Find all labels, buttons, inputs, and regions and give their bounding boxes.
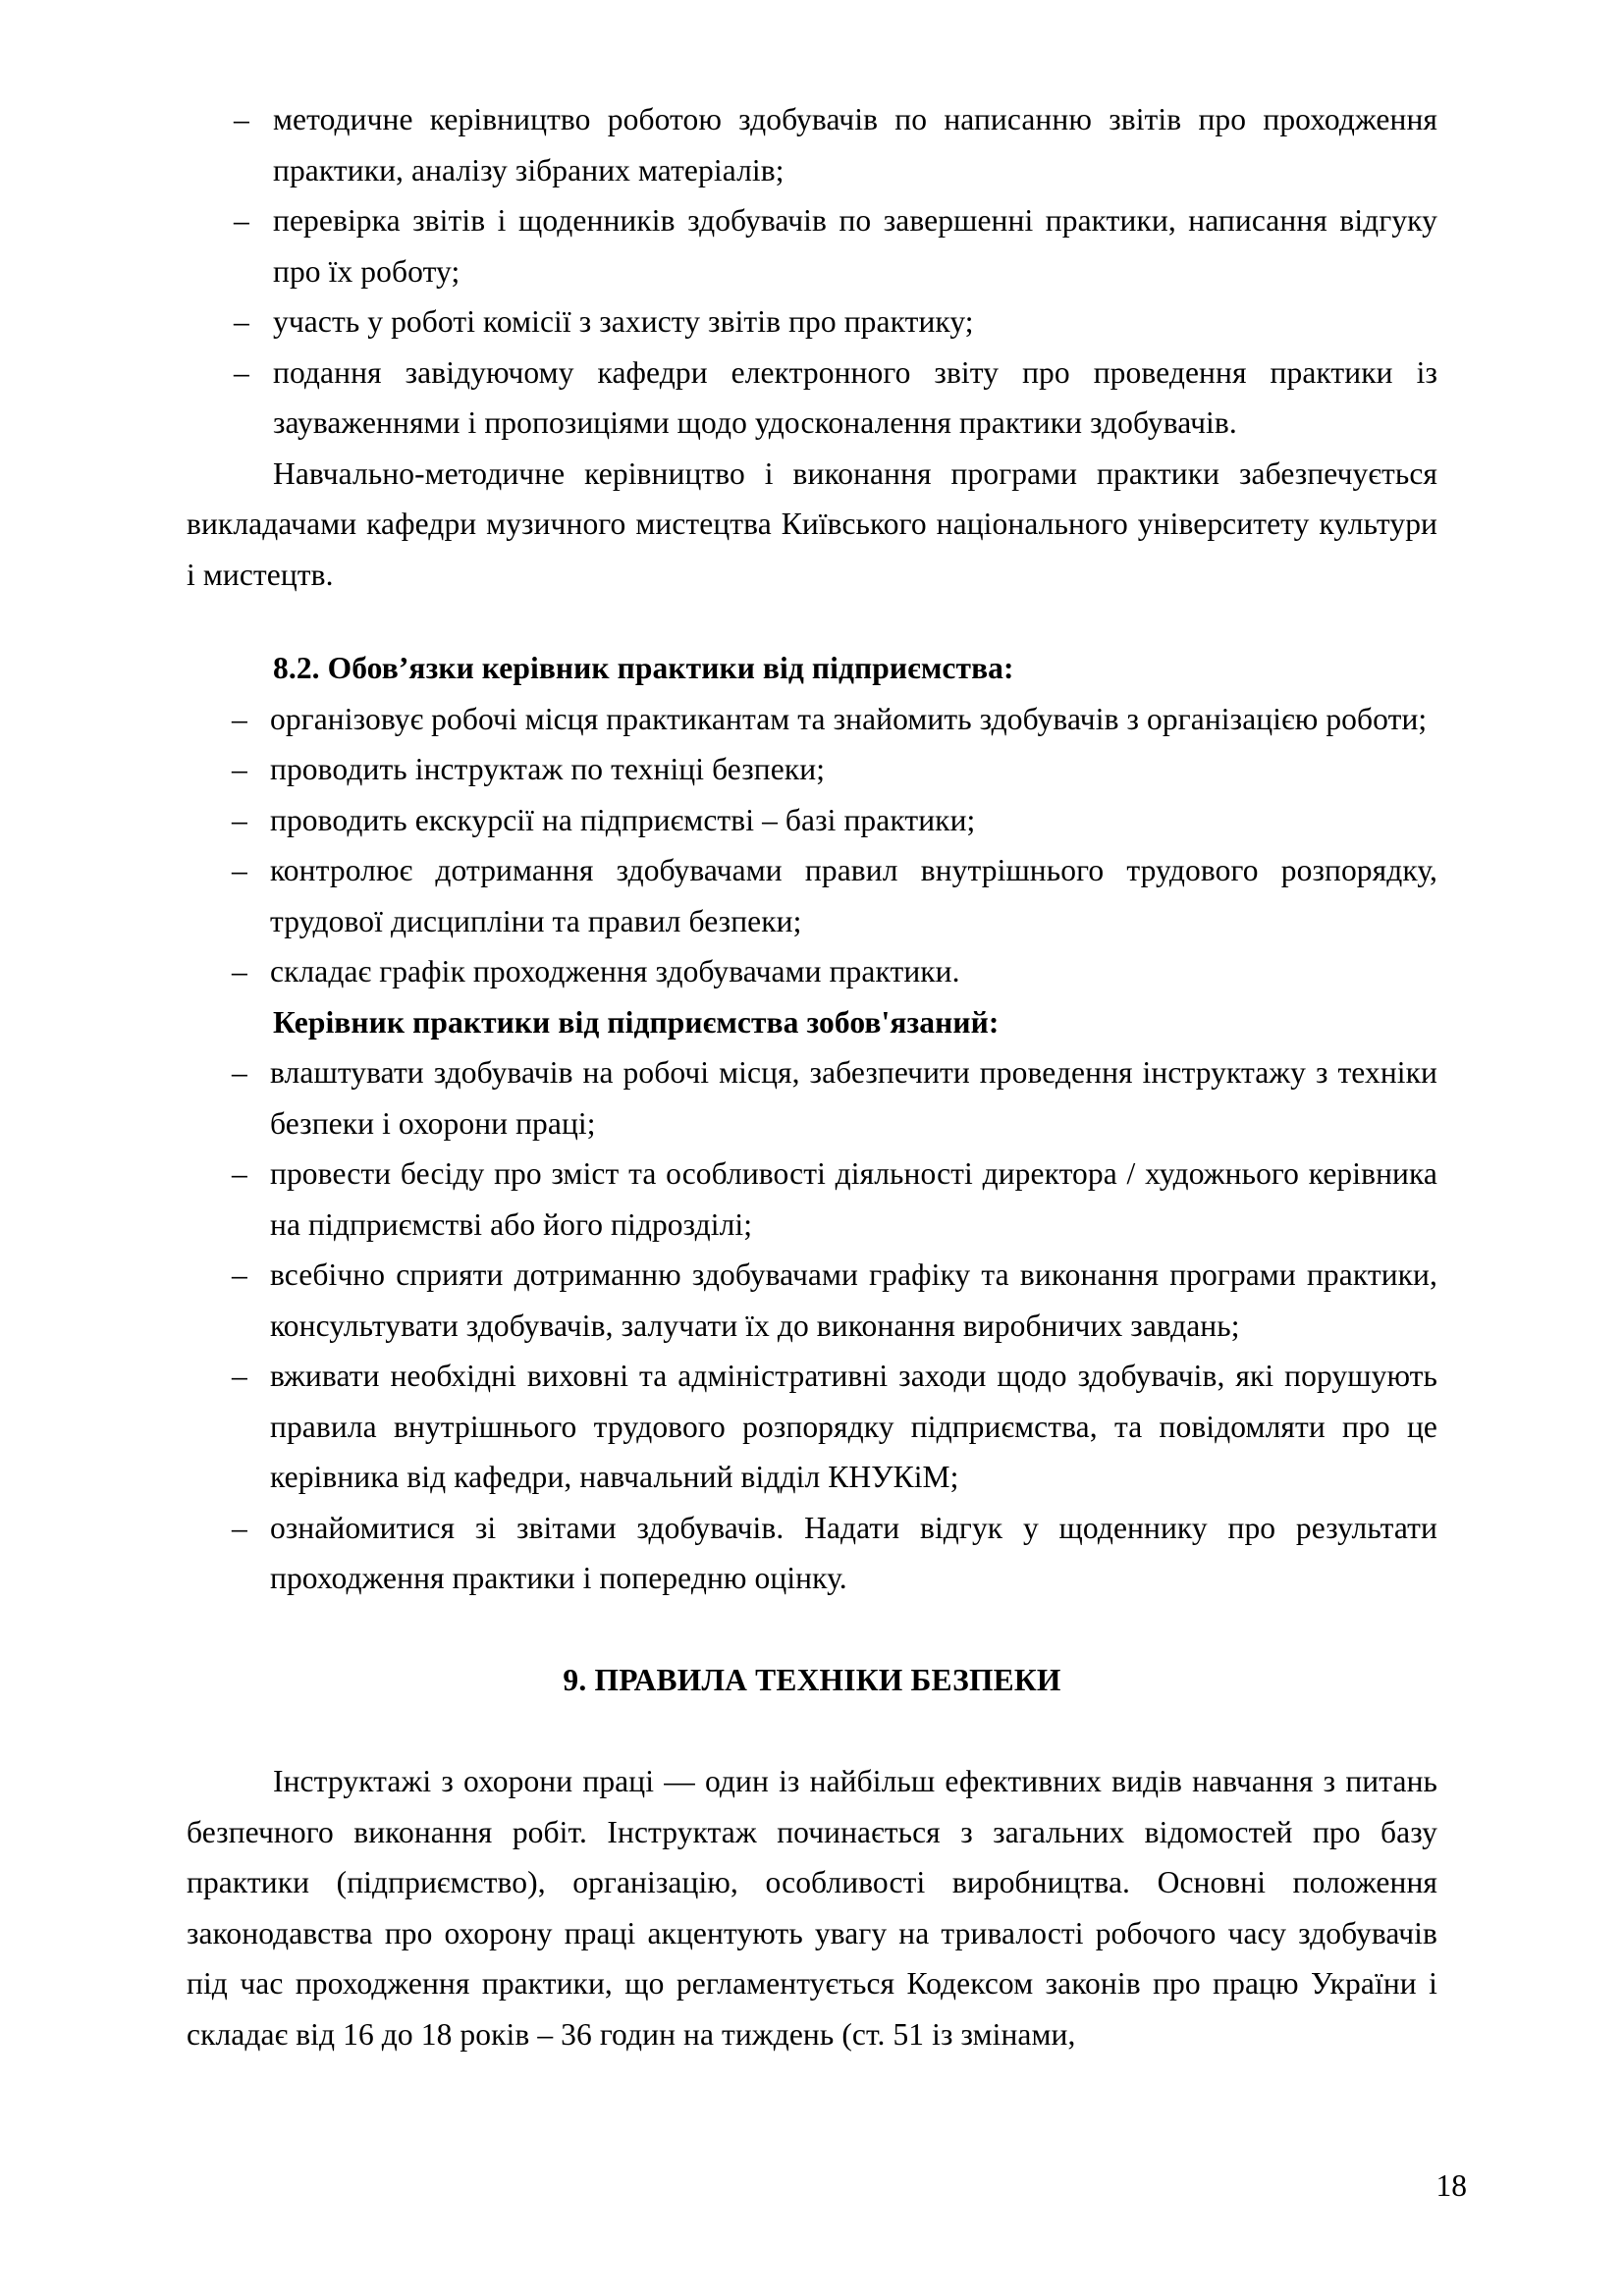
bullet-dash-icon: –	[234, 354, 249, 390]
list-item-text: проводить екскурсії на підприємстві – базі практики;	[270, 802, 976, 837]
list-item-text: проводить інструктаж по техніці безпеки;	[270, 752, 826, 786]
list-item	[187, 1503, 1437, 1604]
list-item-text: влаштувати здобувачів на робочі місця, забезпечити проведення інструктажу з техніки безпеки і охорони праці;	[270, 1055, 1437, 1141]
list-item-text: всебічно сприяти дотриманню здобувачами графіку та виконання програми практики, консультувати здобувачів, залучати їх до виконання виробничих завдань;	[270, 1257, 1437, 1343]
list-item-text: контролює дотримання здобувачами правил внутрішнього трудового розпорядку, трудової дисципліни та правил безпеки;	[270, 853, 1437, 938]
list-item	[187, 1148, 1437, 1250]
duties-department-paragraph: Навчально-методичне керівництво і виконання програми практики забезпечується викладачами кафедри музичного мистецтва Київського національного університету культури і мистецтв.	[187, 455, 1437, 592]
bullet-dash-icon: –	[232, 802, 247, 837]
list-item-text: методичне керівництво роботою здобувачів по написанню звітів про проходження практики, аналізу зібраних матеріалів;	[273, 102, 1437, 187]
list-item	[187, 195, 1437, 296]
bullet-dash-icon: –	[232, 701, 247, 736]
list-item	[187, 1047, 1437, 1148]
list-item	[187, 694, 1437, 745]
obligations-heading: Керівник практики від підприємства зобов'язаний:	[273, 1004, 1000, 1040]
list-item	[187, 845, 1437, 946]
list-item-text: вживати необхідні виховні та адміністративні заходи щодо здобувачів, які порушують правила внутрішнього трудового розпорядку підприємства, та повідомляти про це керівника від кафедри, навчальний відділ КНУКіМ;	[270, 1359, 1437, 1494]
bullet-dash-icon: –	[232, 1156, 247, 1191]
bullet-dash-icon: –	[232, 954, 247, 988]
list-item-text: перевірка звітів і щоденників здобувачів по завершенні практики, написання відгуку про їх роботу;	[273, 203, 1437, 289]
list-item	[187, 94, 1437, 195]
list-item	[187, 1351, 1437, 1503]
obligations-list	[187, 1047, 1437, 1604]
page-content	[187, 94, 1437, 2059]
list-item-text: участь у роботі комісії з захисту звітів про практику;	[273, 304, 974, 339]
spacer	[187, 600, 1437, 643]
bullet-dash-icon: –	[232, 752, 247, 786]
list-item-text: провести бесіду про зміст та особливості діяльності директора / художнього керівника на підприємстві або його підрозділі;	[270, 1156, 1437, 1242]
list-item-text: подання завідуючому кафедри електронного звіту про проведення практики із зауваженнями і пропозиціями щодо удосконалення практики здобувачів.	[273, 354, 1437, 440]
bullet-dash-icon: –	[232, 1055, 247, 1090]
list-item-text: організовує робочі місця практикантам та знайомить здобувачів з організацією роботи;	[270, 701, 1428, 736]
bullet-dash-icon: –	[234, 102, 249, 136]
list-item	[187, 1250, 1437, 1351]
list-item	[187, 296, 1437, 347]
section-8-2-heading: 8.2. Обов’язки керівник практики від підприємства:	[273, 651, 1014, 685]
list-item	[187, 795, 1437, 846]
bullet-dash-icon: –	[232, 1359, 247, 1393]
bullet-dash-icon: –	[232, 853, 247, 887]
section-8-2-list	[187, 694, 1437, 997]
duties-department-list	[187, 94, 1437, 449]
page-number: 18	[1435, 2168, 1467, 2203]
list-item-text: складає графік проходження здобувачами практики.	[270, 954, 960, 988]
section-9-paragraph: Інструктажі з охорони праці — один із найбільш ефективних видів навчання з питань безпечного виконання робіт. Інструктаж починається з загальних відомостей про базу практики (підприємство), організацію, особливості виробництва. Основні положення законодавства про охорону праці акцентують увагу на тривалості робочого часу здобувачів під час проходження практики, що регламентується Кодексом законів про працю України і складає від 16 до 18 років – 36 годин на тиждень (ст. 51 із змінами,	[187, 1764, 1437, 2052]
spacer	[187, 1604, 1437, 1655]
section-9-heading: 9. ПРАВИЛА ТЕХНІКИ БЕЗПЕКИ	[563, 1662, 1061, 1697]
bullet-dash-icon: –	[232, 1257, 247, 1292]
bullet-dash-icon: –	[232, 1510, 247, 1545]
list-item	[187, 744, 1437, 795]
list-item	[187, 347, 1437, 449]
bullet-dash-icon: –	[234, 304, 249, 339]
list-item	[187, 946, 1437, 997]
bullet-dash-icon: –	[234, 203, 249, 238]
spacer	[187, 1705, 1437, 1756]
list-item-text: ознайомитися зі звітами здобувачів. Надати відгук у щоденнику про результати проходження практики і попередню оцінку.	[270, 1510, 1437, 1595]
